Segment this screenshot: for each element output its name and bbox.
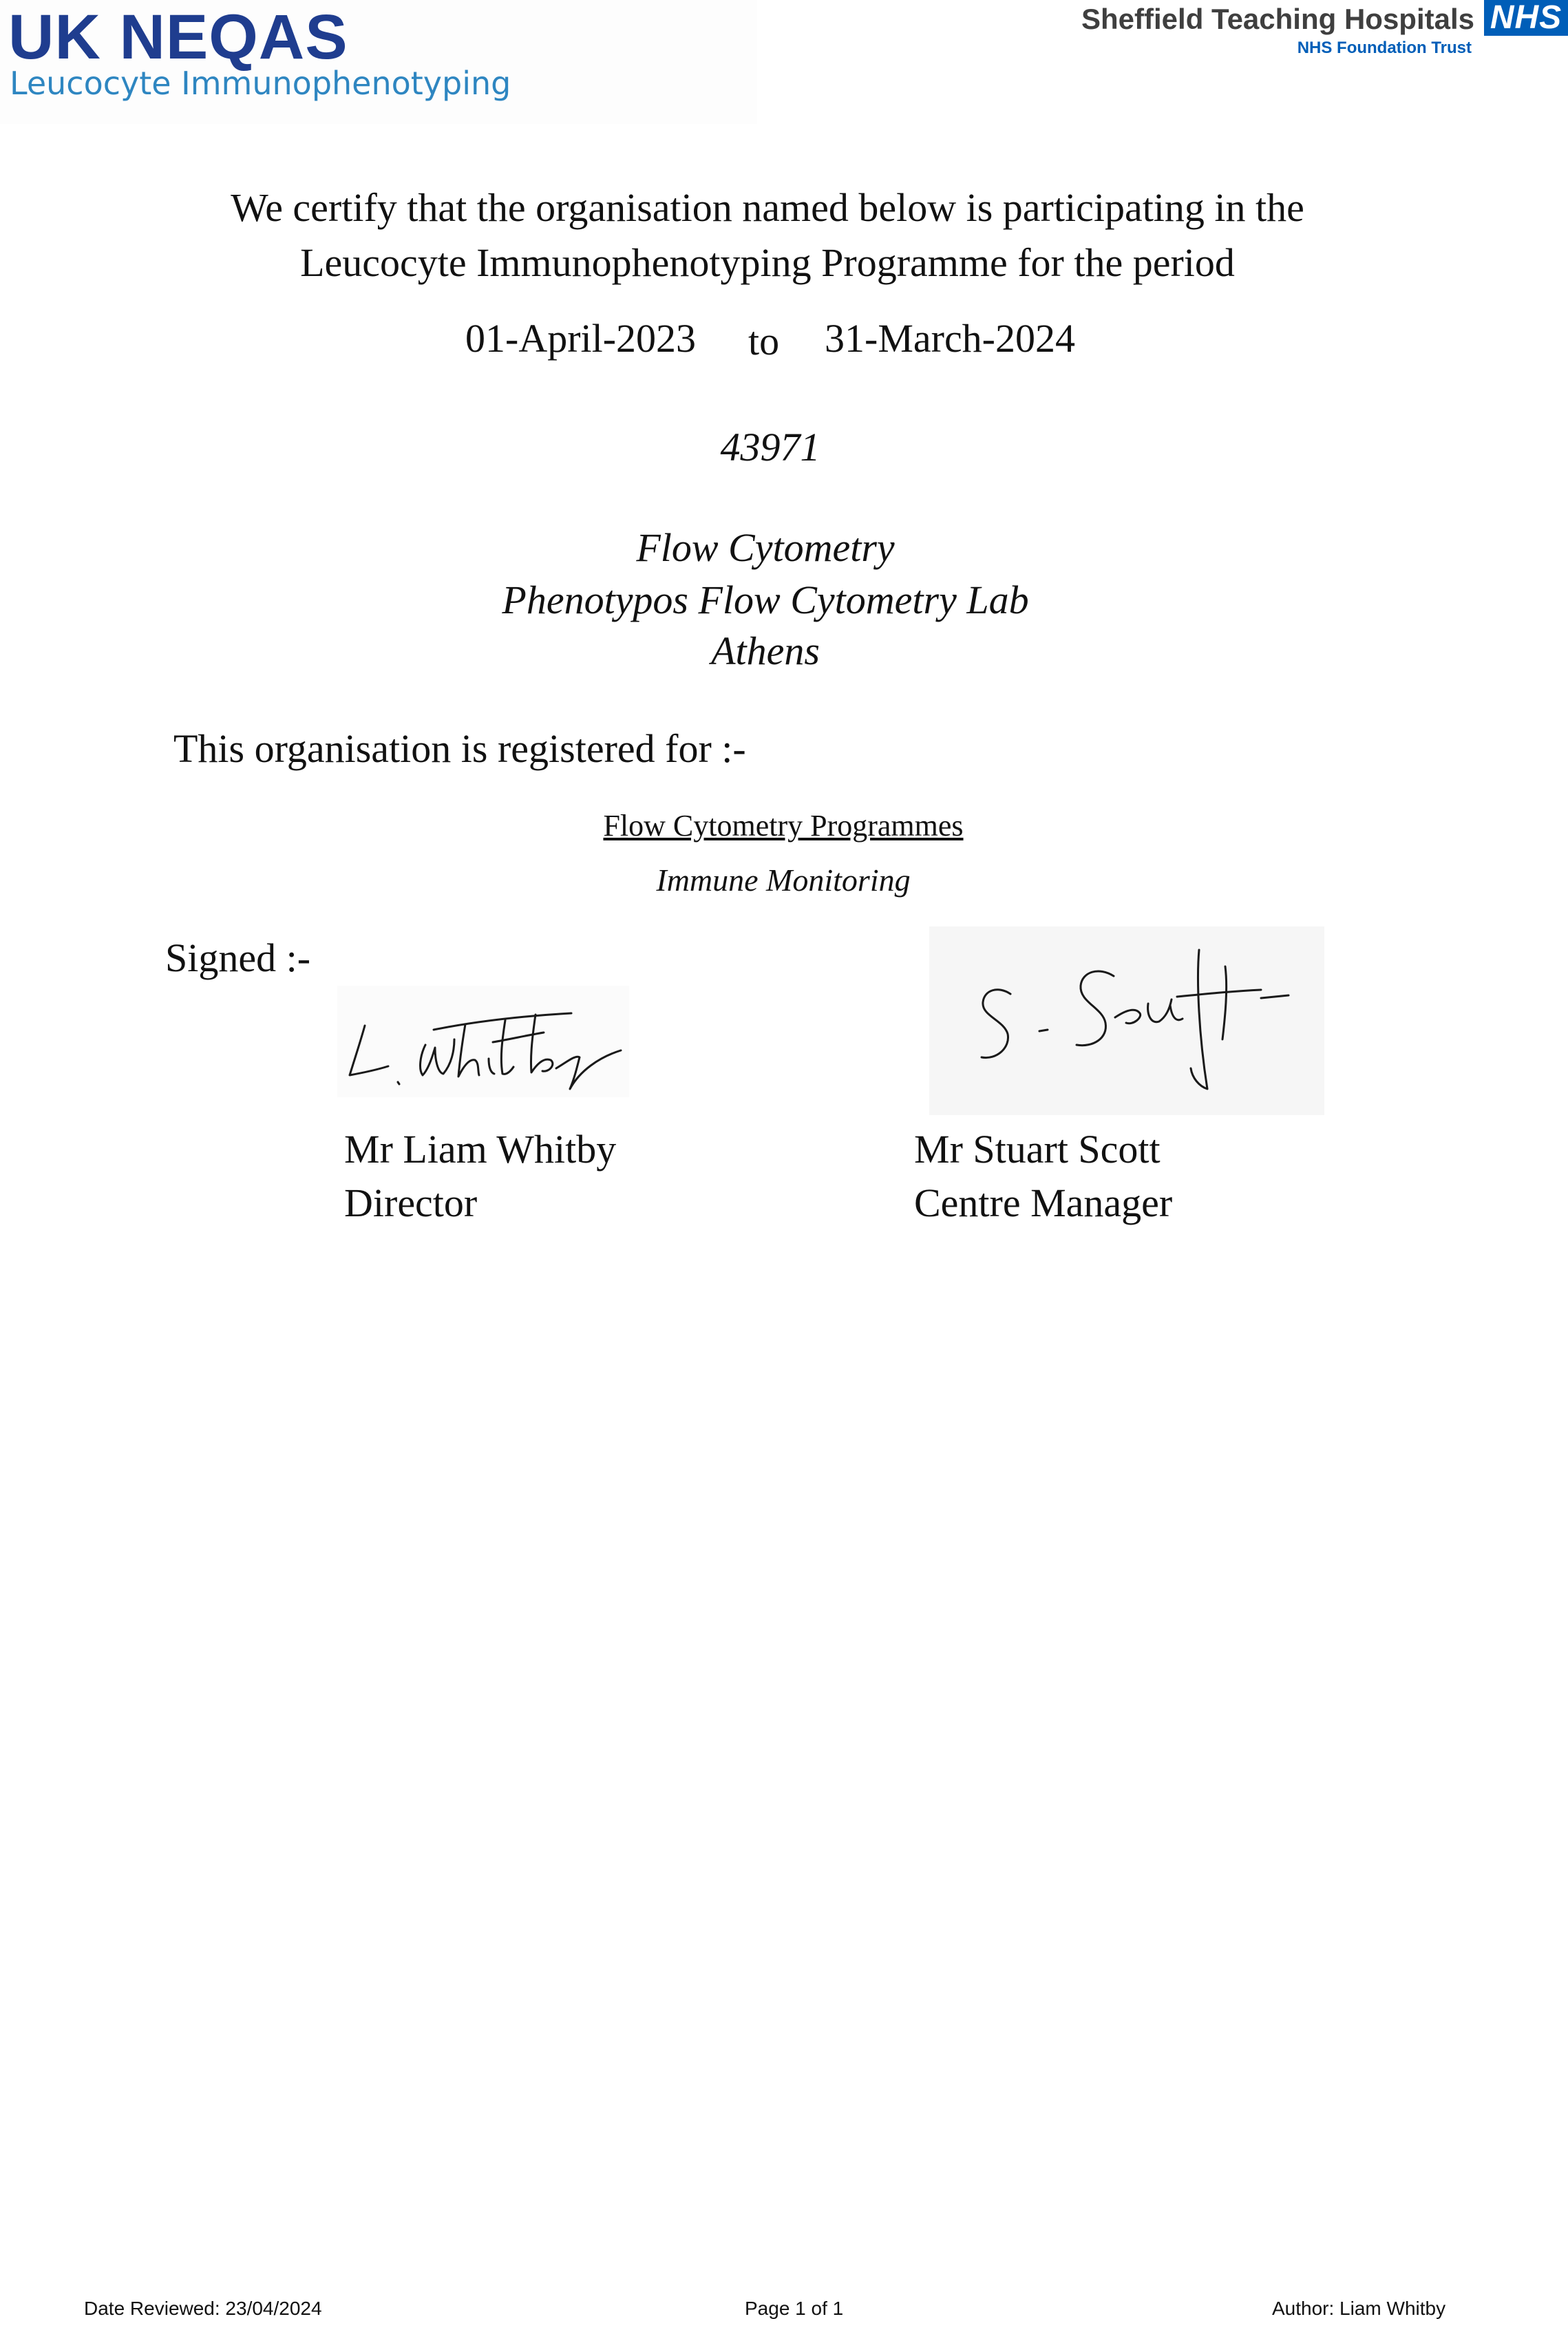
- uk-neqas-logo: [0, 0, 757, 124]
- registered-for-label: This organisation is registered for :-: [173, 726, 746, 771]
- signature-scott-image: [929, 926, 1324, 1115]
- logo-title: UK NEQAS: [8, 2, 348, 72]
- nhs-logo-icon: NHS: [1484, 0, 1568, 36]
- certificate-statement-line-1: We certify that the organisation named below is participating in the: [231, 185, 1304, 230]
- footer-author: Author: Liam Whitby: [1272, 2298, 1446, 2319]
- trust-name: Sheffield Teaching Hospitals: [1081, 3, 1474, 35]
- signed-label: Signed :-: [165, 935, 311, 980]
- sheffield-nhs-logo: [1081, 0, 1568, 65]
- signature-whitby-image: [337, 986, 629, 1097]
- programme-heading-text: Flow Cytometry Programmes: [603, 809, 964, 843]
- logo-subtitle: Leucocyte Immunophenotyping: [10, 65, 511, 102]
- period-to-label: to: [748, 319, 780, 363]
- period-start-date: 01-April-2023: [465, 316, 697, 361]
- signatory-name: Mr Stuart Scott: [914, 1127, 1161, 1172]
- signatory-role: Centre Manager: [914, 1180, 1173, 1225]
- footer-date-reviewed: Date Reviewed: 23/04/2024: [84, 2298, 322, 2319]
- period-end-date: 31-March-2024: [825, 316, 1076, 361]
- signatory-role: Director: [344, 1180, 478, 1225]
- signature-whitby-drawing: [337, 986, 629, 1097]
- trust-subtitle: NHS Foundation Trust: [1297, 39, 1472, 57]
- signatory-name: Mr Liam Whitby: [344, 1127, 617, 1172]
- programme-heading: [0, 808, 1567, 843]
- certificate-statement-line-2: Leucocyte Immunophenotyping Programme for the period: [300, 240, 1235, 285]
- organisation-city: Athens: [711, 628, 820, 673]
- footer-page-number: Page 1 of 1: [745, 2298, 844, 2319]
- programme-item: Immune Monitoring: [656, 862, 911, 898]
- organisation-department: Flow Cytometry: [636, 525, 895, 570]
- organisation-name: Phenotypos Flow Cytometry Lab: [502, 578, 1029, 622]
- signature-scott-drawing: [929, 926, 1324, 1115]
- participant-id: 43971: [720, 425, 820, 469]
